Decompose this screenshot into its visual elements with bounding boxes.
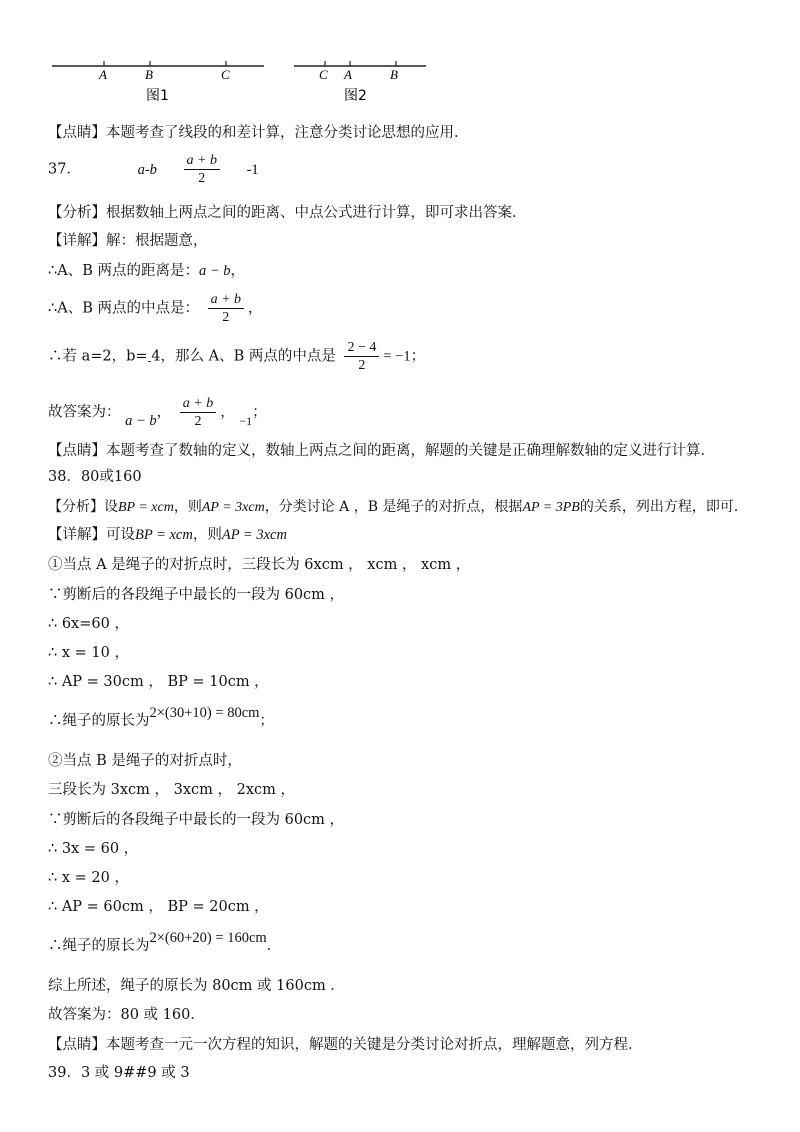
text-segment: ∴绳子的原长为: [48, 713, 150, 729]
text-line: [48, 498, 748, 517]
fig1-label-a: A: [99, 67, 107, 82]
fraction-numerator: 2 − 4: [344, 340, 379, 357]
text-line: ∴ x = 20 ，: [48, 870, 129, 886]
text-segment: ，则: [173, 499, 202, 515]
math-expr: AP = 3xcm: [221, 527, 287, 543]
text-line: 【点睛】本题考查了线段的和差计算，注意分类讨论思想的应用．: [48, 125, 469, 141]
math-fraction: [208, 292, 244, 325]
answer-1: a-b: [137, 161, 157, 178]
fraction-denominator: 2: [222, 310, 230, 325]
text-line: ∴ x = 10 ，: [48, 645, 129, 661]
text-segment: 4，那么 A、B 两点的中点是: [151, 348, 336, 365]
text-segment: ．: [266, 938, 282, 954]
text-line: ∴ 6x=60 ，: [48, 616, 129, 632]
fig2-caption: 图2: [344, 88, 367, 104]
text-segment: ；: [259, 713, 274, 729]
math-expr: BP = xcm: [135, 527, 193, 543]
math-expr: −1: [239, 413, 253, 428]
question-37-answer: [48, 153, 259, 186]
text-line: ∴ AP = 60cm ， BP = 20cm ，: [48, 899, 269, 915]
text-segment: ∴绳子的原长为: [48, 938, 150, 954]
math-expr: AP = 3xcm: [201, 500, 265, 515]
math-expr: 2×(60+20) = 160cm: [149, 930, 267, 946]
text-line: 三段长为 3xcm ， 3xcm ， 2xcm ，: [48, 782, 295, 798]
fig2-label-a: A: [344, 67, 352, 82]
fraction-denominator: 2: [194, 414, 202, 429]
text-line: 【点睛】本题考查了数轴的定义，数轴上两点之间的距离，解题的关键是正确理解数轴的定义进行计算．: [48, 443, 715, 459]
fraction-denominator: 2: [358, 358, 366, 373]
text-segment: 【详解】可设: [48, 527, 135, 543]
text-line: [48, 705, 274, 730]
minus-sign: -: [147, 354, 152, 368]
figure-1: [52, 61, 264, 104]
math-fraction: [344, 340, 379, 373]
text-line: 故答案为：80 或 160．: [48, 1007, 205, 1023]
fig1-caption: 图1: [146, 88, 169, 104]
question-number: 37．: [48, 161, 81, 178]
text-line: [48, 340, 425, 373]
fig2-label-b: B: [390, 67, 398, 82]
text-segment: 故答案为：: [48, 404, 121, 421]
text-line: 综上所述，绳子的原长为 80cm 或 160cm ．: [48, 978, 345, 994]
math-expr: a − b: [125, 412, 157, 429]
answer-2-fraction: [184, 153, 220, 186]
number-line-figures: [0, 0, 800, 110]
text-segment: ，: [156, 404, 172, 421]
math-expr: 2×(30+10) = 80cm: [149, 705, 260, 721]
text-line: 【详解】解：根据题意，: [48, 233, 208, 249]
text-segment: ∴A、B 两点的距离是：: [48, 263, 199, 279]
text-line: ②当点 B 是绳子的对折点时，: [48, 753, 242, 769]
text-line: ∵剪断后的各段绳子中最长的一段为 60cm ，: [48, 812, 345, 828]
text-line: ①当点 A 是绳子的对折点时，三段长为 6xcm ， xcm ， xcm ，: [48, 557, 471, 573]
fraction-denominator: 2: [198, 171, 206, 186]
answer-line: [48, 396, 267, 429]
math-expr: a − b: [198, 263, 231, 279]
text-line: ∴ AP = 30cm ， BP = 10cm ，: [48, 674, 269, 690]
text-segment: ，分类讨论 A ，B 是绳子的对折点，根据: [264, 499, 523, 515]
math-expr: AP = 3PB: [522, 500, 580, 515]
text-segment: ，: [248, 300, 263, 317]
answer-3: -1: [246, 161, 259, 178]
question-39-answer: 39．3 或 9##9 或 3: [48, 1065, 190, 1081]
figure-2: [294, 61, 426, 104]
text-line: 【点睛】本题考查一元一次方程的知识，解题的关键是分类讨论对折点，理解题意，列方程．: [48, 1037, 643, 1053]
text-segment: ；: [252, 404, 267, 421]
text-line: [48, 262, 245, 280]
text-segment: 【分析】设: [48, 499, 118, 515]
text-line: 【分析】根据数轴上两点之间的距离、中点公式进行计算，即可求出答案．: [48, 205, 527, 221]
fig1-label-c: C: [221, 67, 230, 82]
math-expr: BP = xcm: [118, 500, 174, 515]
text-segment: = −1；: [383, 348, 426, 365]
text-line: [48, 292, 263, 325]
fig1-label-b: B: [145, 67, 153, 82]
text-line: ∵剪断后的各段绳子中最长的一段为 60cm ，: [48, 587, 345, 603]
fraction-numerator: a + b: [180, 396, 216, 413]
fraction-numerator: a + b: [184, 153, 220, 170]
text-segment: ，: [220, 404, 235, 421]
text-line: [48, 526, 287, 544]
text-segment: ∴若 a=2，b=: [48, 348, 148, 365]
text-line: ∴ 3x = 60 ，: [48, 841, 139, 857]
fig2-label-c: C: [319, 67, 328, 82]
text-segment: 的关系，列出方程，即可．: [579, 499, 748, 515]
question-38-answer: 38．80或160: [48, 469, 142, 485]
text-line: [48, 930, 282, 955]
text-segment: ，: [230, 263, 246, 279]
text-segment: ，则: [192, 527, 222, 543]
text-segment: ∴A、B 两点的中点是：: [48, 300, 199, 317]
math-fraction: [180, 396, 216, 429]
fraction-numerator: a + b: [208, 292, 244, 309]
